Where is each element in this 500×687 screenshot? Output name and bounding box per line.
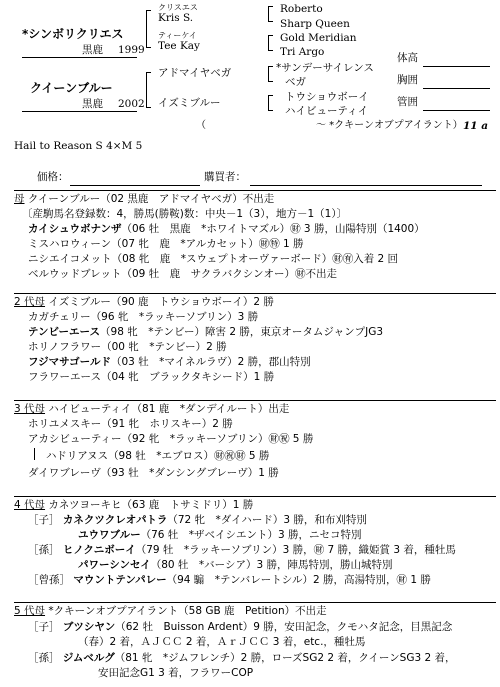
- section-divider-4: [14, 496, 496, 497]
- g3-line: （ 〜 *クキーンオブプアイラント）: [196, 120, 463, 131]
- g2-row-3: ホリノフラワー（00 牝 *テンビー）2 勝: [28, 341, 227, 353]
- g2-row-4: フジマサゴールド（03 牡 *マイネルラヴ）2 勝，郡山特別: [28, 356, 311, 368]
- sire-bracket: [146, 10, 151, 48]
- g3-row-1: ホリユメスキー（91 牝 ホリスキー）2 勝: [28, 418, 233, 430]
- cannon-label: 管囲: [397, 96, 418, 108]
- g3-row-2: アカシビューティー（92 牝 *ラッキーソブリン）㊖㊗ 5 勝: [28, 433, 314, 445]
- g2-heading: 2 代母 イズミブルー（90 鹿 トウショウボーイ）2 勝: [14, 296, 274, 308]
- dam-underline: [22, 111, 137, 112]
- dam-year: 2002: [118, 98, 145, 110]
- section-divider-2: [14, 293, 496, 294]
- price-line: [70, 185, 200, 186]
- dam-color: 黒鹿: [82, 98, 103, 110]
- g3-bracket-1: [268, 6, 273, 22]
- sire-dam-ruby: ティーケイ: [158, 31, 197, 40]
- g1-row-1: カイシュウボナンザ（06 牡 黒鹿 *ホワイトマズル）㊖ 3 勝，山陽特別（1400）: [28, 223, 425, 235]
- sire-sire-name: Kris S.: [158, 12, 194, 24]
- section-divider-3: [14, 400, 496, 401]
- g3-dam-side-2: ベガ: [285, 76, 306, 88]
- g3-bracket-3: [268, 66, 273, 82]
- g4-row-5: ［曾孫］ マウントテンパレー（94 騸 *テンバレートシル）2 勝，高湯特別，㊖ 1 勝: [28, 574, 431, 586]
- dam-dam-name: イズミブルー: [158, 97, 221, 109]
- g4-row-1: ［子］ カネクツクレオパトラ（72 牝 *ダイハード）3 勝，和布刈特別: [28, 514, 367, 526]
- g1-row-4: ベルウッドブレット（09 牡 鹿 サクラバクシンオー）㊖不出走: [28, 268, 337, 280]
- girth-label: 胸囲: [397, 74, 418, 86]
- dam-bracket: [146, 72, 151, 108]
- g3-name-4: Tri Argo: [280, 46, 325, 58]
- g3-bracket-2: [268, 35, 273, 51]
- g3-row-4: ダイワブレーヴ（93 牡 *ダンシングブレーヴ）1 勝: [28, 467, 279, 479]
- g2-row-5: フラワーエース（04 牝 ブラックタキシード）1 勝: [28, 371, 275, 383]
- g3-heading: 3 代母 ハイビューティイ（81 鹿 *ダンデイルート）出走: [14, 403, 290, 415]
- g5-row-2: （春）2 着，ＡＪＣＣ 2 着，ＡｒＪＣＣ 3 着，etc.，種牡馬: [78, 636, 366, 648]
- section-divider-5: [14, 602, 496, 603]
- sire-name: *シンボリクリエス: [22, 27, 124, 41]
- g5-row-3: ［孫］ ジムベルグ（81 牝 *ジムフレンチ）2 勝，ローズSG2 2 着，クイーンSG3 2 着，: [28, 652, 456, 664]
- buyer-line: [250, 185, 482, 186]
- height-line: [423, 66, 490, 67]
- g4-row-2: ユウワブルー（76 牡 *ザベイシエント）3 勝，ニセコ特別: [78, 529, 362, 541]
- cannon-line: [423, 110, 490, 111]
- dam-name: クイーンブルー: [30, 81, 113, 95]
- g3-name-3: Gold Meridian: [280, 32, 357, 44]
- sire-sire-ruby: クリスエス: [158, 3, 198, 12]
- g3-dam-side-3: トウショウボーイ: [285, 91, 369, 103]
- g1-row-3: ニシエイコメット（08 牝 鹿 *スウェプトオーヴァーボード）㊖㊒入着 2 回: [28, 253, 399, 265]
- g3-tree-line: [34, 448, 35, 460]
- sire-color: 黒鹿: [82, 44, 103, 56]
- girth-line: [423, 88, 490, 89]
- buyer-label: 購買者：: [204, 171, 246, 183]
- section-divider-1: [14, 190, 496, 191]
- g3-name-2: Sharp Queen: [280, 18, 350, 30]
- sire-year: 1999: [118, 44, 145, 56]
- price-label: 価格：: [37, 171, 69, 183]
- sire-dam-name: Tee Kay: [158, 40, 200, 52]
- inbreeding: Hail to Reason S 4×M 5: [14, 140, 143, 152]
- g3-dam-side-1: *サンデーサイレンス: [276, 62, 374, 74]
- lot-number: 11 a: [463, 120, 489, 132]
- g2-row-1: カガチェリー（96 牝 *ラッキーソブリン）3 勝: [28, 311, 259, 323]
- g4-row-3: ［孫］ ヒノクニボーイ（79 牡 *ラッキーソブリン）3 勝，㊖ 7 勝，織姫賞 3 着，種牡馬: [28, 544, 456, 556]
- g4-heading: 4 代母 カネツヨーキヒ（63 鹿 トサミドリ）1 勝: [14, 499, 254, 511]
- g3-name-1: Roberto: [280, 3, 323, 15]
- dam-sire-name: アドマイヤベガ: [158, 67, 232, 79]
- g3-bracket-4: [268, 95, 273, 111]
- g4-row-4: パワーシンセイ（80 牡 *バーシア）3 勝，陣馬特別，勝山城特別: [78, 559, 393, 571]
- g1-row-2: ミスハロウィーン（07 牝 鹿 *アルカセット）㊖㊕ 1 勝: [28, 238, 304, 250]
- g5-row-1: ［子］ ブツシヤン（62 牡 Buisson Ardent）9 勝，安田記念，クモハタ記念，目黒記念: [28, 621, 453, 633]
- g5-heading: 5 代母 *クキーンオブプアイラント（58 GB 鹿 Petition）不出走: [14, 605, 327, 617]
- g3-row-3: ハドリアヌス（98 牡 *エブロス）㊖㊗㊖ 5 勝: [46, 450, 270, 462]
- sire-underline: [22, 57, 137, 58]
- g2-row-2: テンビーエース（98 牝 *テンビー）障害 2 勝，東京オータムジャンプJG3: [28, 326, 384, 338]
- height-label: 体高: [397, 52, 418, 64]
- g1-summary: 〔産駒馬名登録数：4，勝馬(勝鞍)数：中央－1（3），地方－1（1）〕: [22, 208, 348, 220]
- g5-row-4: 安田記念G1 3 着，フラワーCOP: [98, 667, 254, 679]
- g3-dam-side-4: ハイビューティイ: [285, 105, 369, 117]
- g1-heading: 母 クイーンブルー（02 黒鹿 アドマイヤベガ）不出走: [14, 193, 275, 205]
